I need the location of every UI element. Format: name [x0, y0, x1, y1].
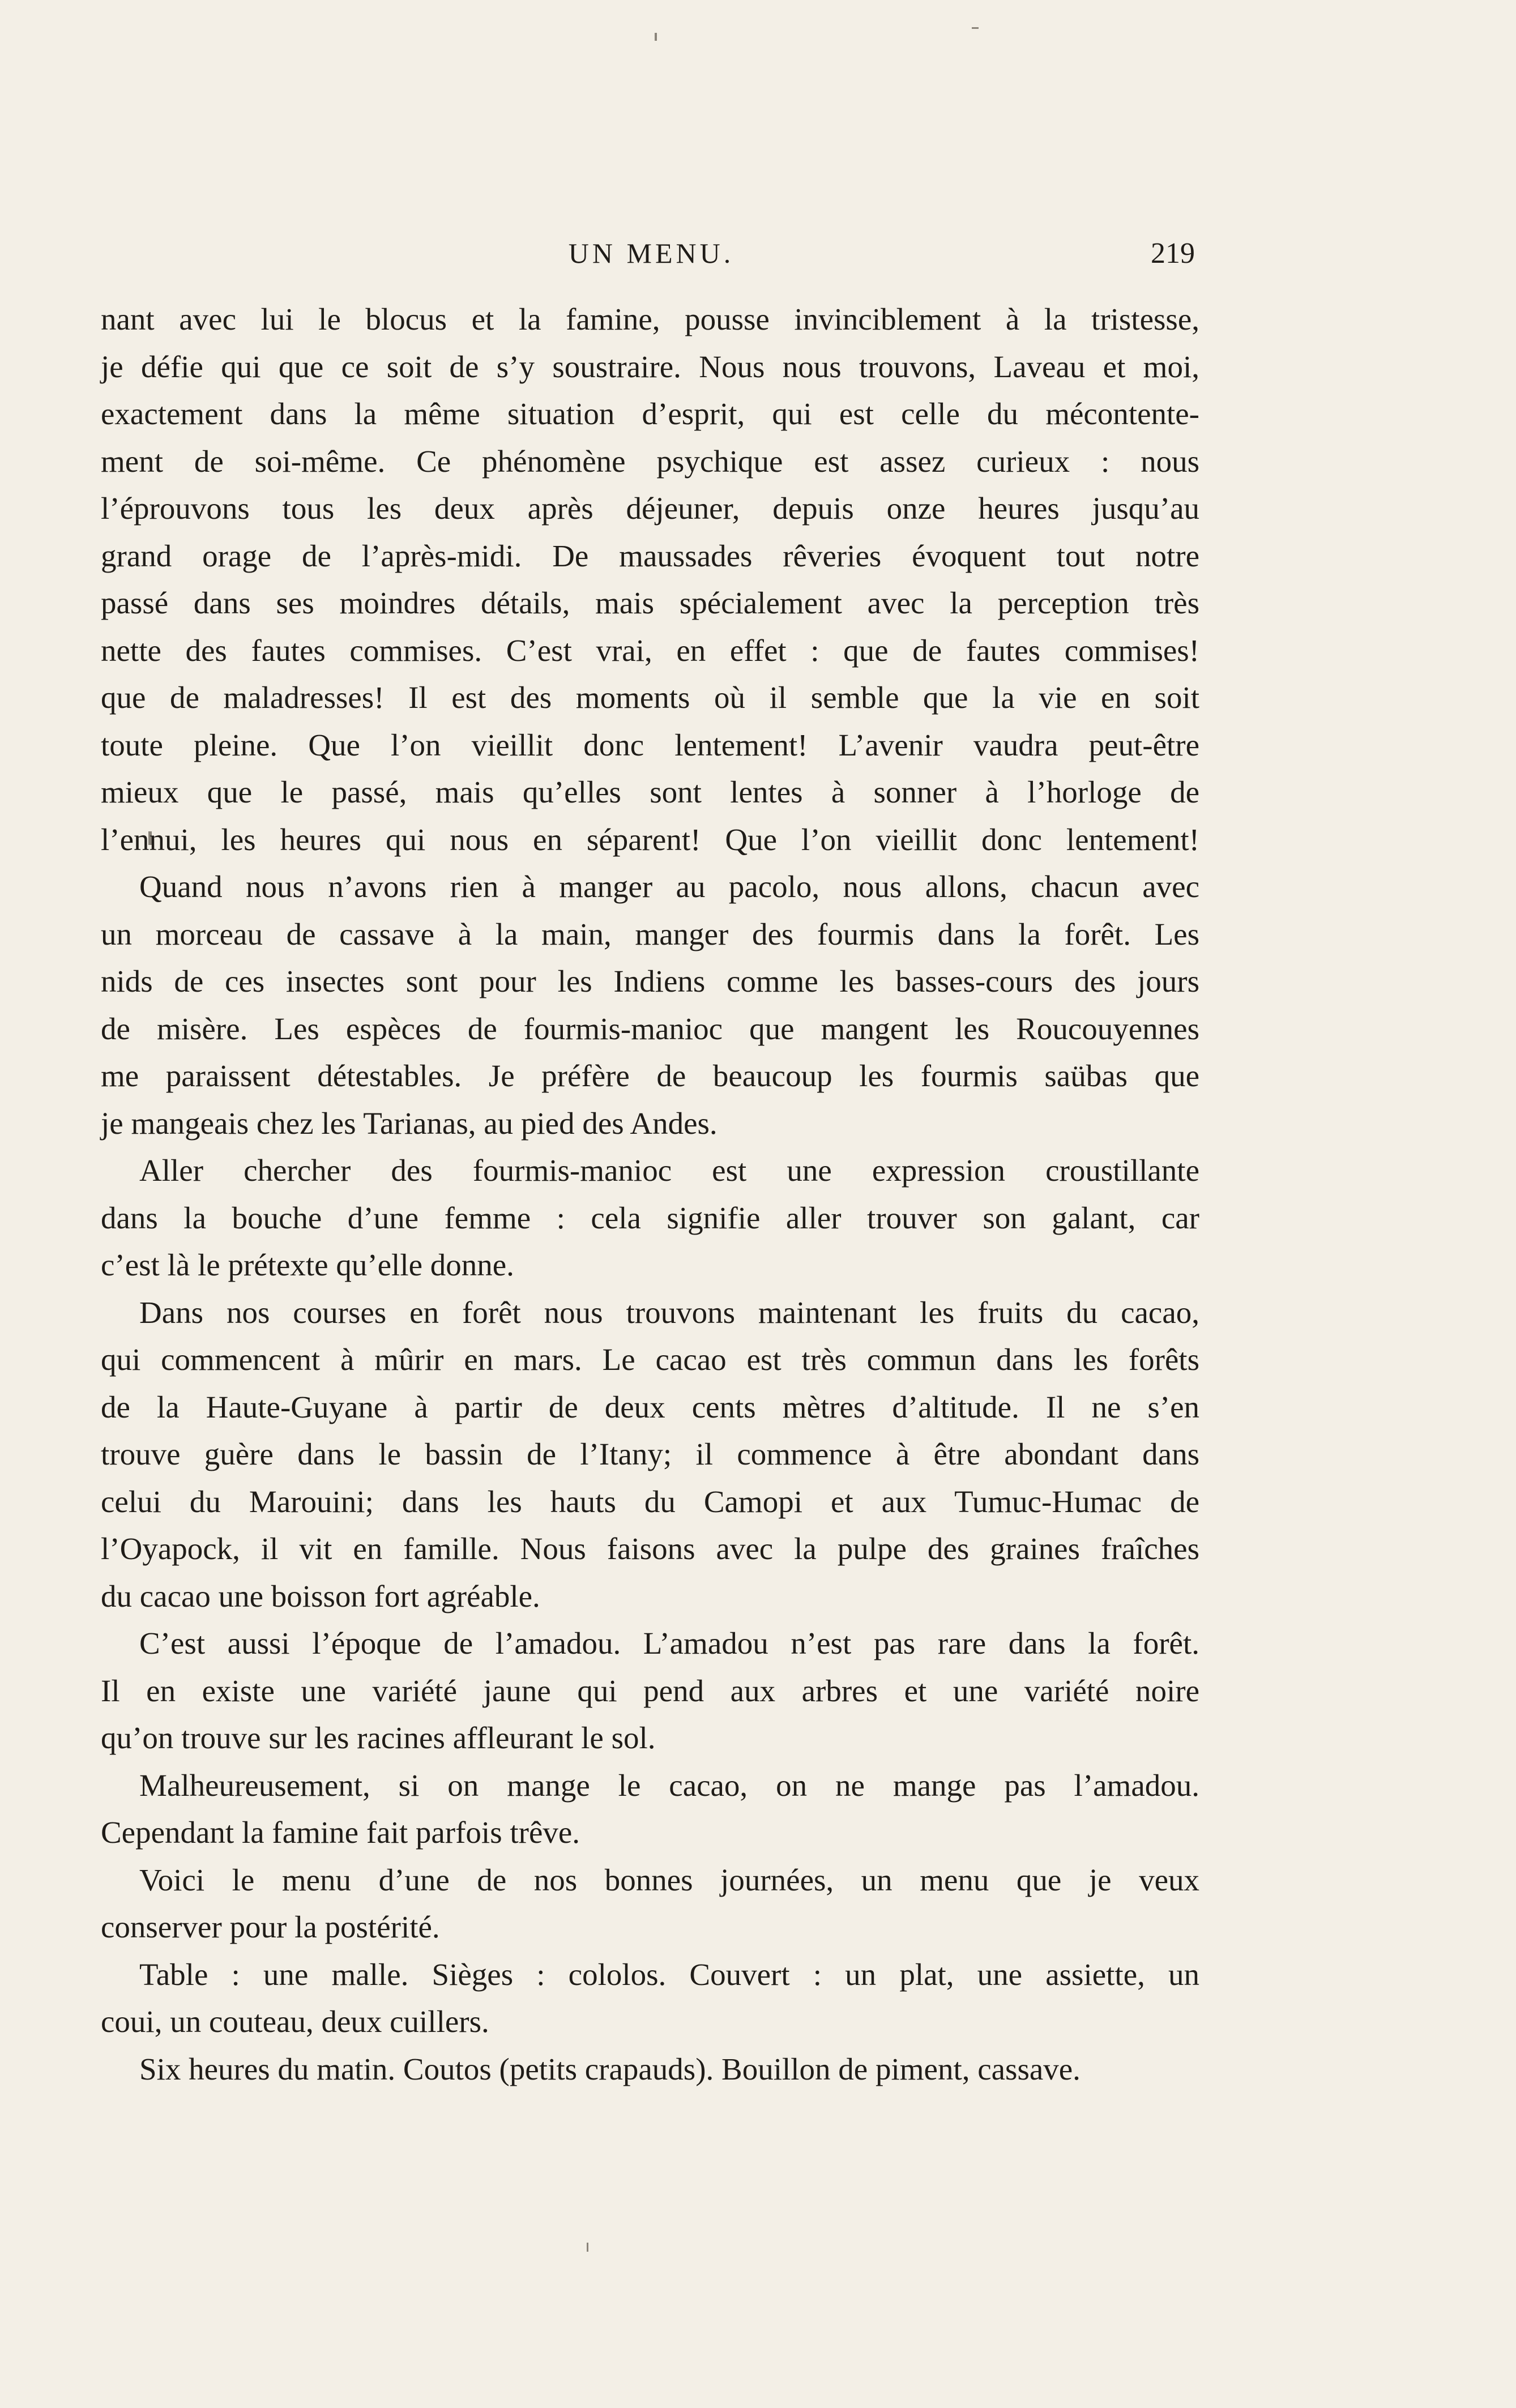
text-line: Dans nos courses en forêt nous trouvons maintenant les fruits du cacao,	[139, 1295, 1199, 1330]
text-line: l’Oyapock, il vit en famille. Nous faisons avec la pulpe des graines fraîches	[101, 1531, 1199, 1566]
text-line: l’éprouvons tous les deux après déjeuner, depuis onze heures jusqu’au	[101, 491, 1199, 526]
text-line: du cacao une boisson fort agréable.	[101, 1578, 540, 1613]
text-line: grand orage de l’après-midi. De maussades rêveries évoquent tout notre	[101, 538, 1199, 573]
text-line: Aller chercher des fourmis-manioc est une expression croustillante	[139, 1153, 1199, 1188]
scan-speck	[972, 27, 979, 29]
text-line: qu’on trouve sur les racines affleurant le sol.	[101, 1720, 656, 1755]
page-number: 219	[1151, 237, 1195, 270]
text-line: que de maladresses! Il est des moments où il semble que la vie en soit	[101, 680, 1199, 715]
text-line: ment de soi-même. Ce phénomène psychique est assez curieux : nous	[101, 443, 1199, 479]
text-line: l’ennui, les heures qui nous en séparent! Que l’on vieillit donc lentement!	[101, 822, 1199, 857]
text-line: nids de ces insectes sont pour les Indiens comme les basses-cours des jours	[101, 964, 1199, 998]
text-line: Voici le menu d’une de nos bonnes journées, un menu que je veux	[139, 1862, 1199, 1897]
text-line: je mangeais chez les Tarianas, au pied des Andes.	[101, 1105, 718, 1141]
text-line: coui, un couteau, deux cuillers.	[101, 2004, 489, 2039]
text-line: Six heures du matin. Coutos (petits crapauds). Bouillon de piment, cassave.	[139, 2051, 1081, 2086]
page-header	[108, 232, 1195, 272]
text-line: exactement dans la même situation d’esprit, qui est celle du mécontente-	[101, 396, 1199, 431]
text-line: Quand nous n’avons rien à manger au pacolo, nous allons, chacun avec	[139, 869, 1199, 904]
text-line: nant avec lui le blocus et la famine, pousse invinciblement à la tristesse,	[101, 302, 1199, 336]
text-line: de misère. Les espèces de fourmis-manioc que mangent les Roucouyennes	[101, 1011, 1199, 1046]
text-line: Il en existe une variété jaune qui pend aux arbres et une variété noire	[101, 1673, 1199, 1708]
text-line: C’est aussi l’époque de l’amadou. L’amadou n’est pas rare dans la forêt.	[139, 1626, 1199, 1660]
text-line: passé dans ses moindres détails, mais spécialement avec la perception très	[101, 586, 1199, 620]
text-line: nette des fautes commises. C’est vrai, en effet : que de fautes commises!	[101, 633, 1199, 668]
text-line: c’est là le prétexte qu’elle donne.	[101, 1248, 514, 1282]
body-text	[101, 296, 1199, 2093]
text-line: un morceau de cassave à la main, manger des fourmis dans la forêt. Les	[101, 916, 1199, 951]
text-line: Malheureusement, si on mange le cacao, on ne mange pas l’amadou.	[139, 1767, 1199, 1803]
text-line: je défie qui que ce soit de s’y soustraire. Nous nous trouvons, Laveau et moi,	[101, 349, 1199, 384]
text-line: dans la bouche d’une femme : cela signifie aller trouver son galant, car	[101, 1200, 1199, 1235]
text-line: celui du Marouini; dans les hauts du Camopi et aux Tumuc-Humac de	[101, 1484, 1199, 1519]
text-line: qui commencent à mûrir en mars. Le cacao est très commun dans les forêts	[101, 1342, 1199, 1377]
scan-speck	[655, 33, 657, 41]
text-line: Table : une malle. Sièges : cololos. Couvert : un plat, une assiette, un	[139, 1957, 1199, 1992]
text-line: conserver pour la postérité.	[101, 1910, 440, 1944]
running-title: UN MENU.	[568, 237, 734, 269]
text-line: trouve guère dans le bassin de l’Itany; il commence à être abondant dans	[101, 1437, 1199, 1471]
text-line: me paraissent détestables. Je préfère de beaucoup les fourmis saübas que	[101, 1058, 1199, 1093]
text-line: de la Haute-Guyane à partir de deux cents mètres d’altitude. Il ne s’en	[101, 1389, 1199, 1424]
text-line: mieux que le passé, mais qu’elles sont lentes à sonner à l’horloge de	[101, 775, 1199, 809]
text-line: Cependant la famine fait parfois trêve.	[101, 1815, 580, 1850]
scan-speck	[587, 2243, 588, 2252]
text-line: toute pleine. Que l’on vieillit donc lentement! L’avenir vaudra peut-être	[101, 727, 1199, 762]
